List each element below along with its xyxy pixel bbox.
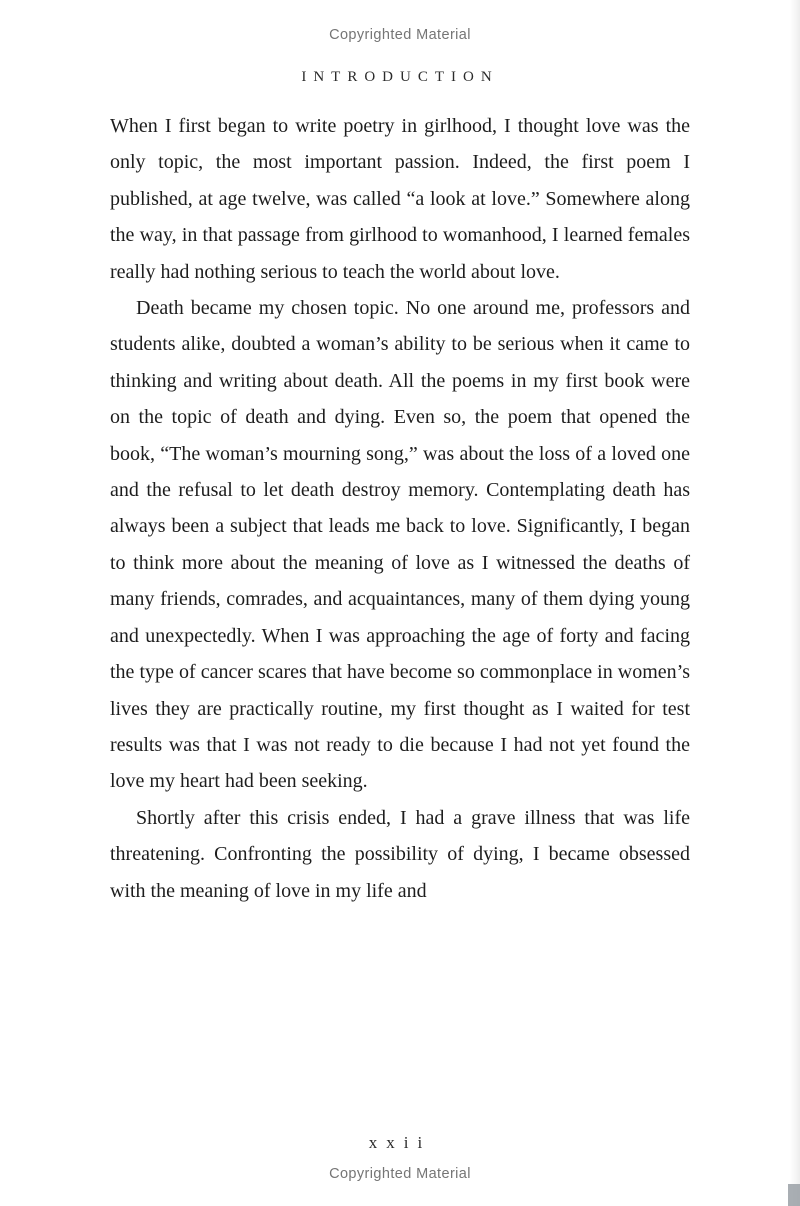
running-head: INTRODUCTION [301, 69, 499, 85]
page-footer [0, 1133, 800, 1182]
copyright-notice-top: Copyrighted Material [329, 27, 471, 43]
paragraph: When I first began to write poetry in girlhood, I thought love was the only topic, the most important passion. Indeed, the first poem I published, at age twelve, was called “a look at love.” Somewhere along the way, in that passage from girlhood to womanhood, I learned females really had nothing serious to teach the world about love. [110, 115, 690, 283]
scan-edge-shading [790, 0, 800, 1206]
paragraph: Shortly after this crisis ended, I had a grave illness that was life threatening. Confronting the possibility of dying, I became obsessed with the meaning of love in my life and [110, 806, 690, 902]
copyright-notice-bottom: Copyrighted Material [329, 1166, 471, 1182]
body-text [110, 108, 690, 909]
paragraph: Death became my chosen topic. No one around me, professors and students alike, doubted a woman’s ability to be serious when it came to thinking and writing about death. All the poems in my first book were on the topic of death and dying. Even so, the poem that opened the book, “The woman’s mourning song,” was about the loss of a loved one and the refusal to let death destroy memory. Contemplating death has always been a subject that leads me back to love. Significantly, I began to think more about the meaning of love as I witnessed the deaths of many friends, comrades, and acquaintances, many of them dying young and unexpectedly. When I was approaching the age of forty and facing the type of cancer scares that have become so commonplace in women’s lives they are practically routine, my first thought as I waited for test results was that I was not ready to die because I had not yet found the love my heart had been seeking. [110, 297, 690, 793]
page-number: xxii [368, 1133, 432, 1152]
scan-corner-artifact [788, 1184, 800, 1206]
